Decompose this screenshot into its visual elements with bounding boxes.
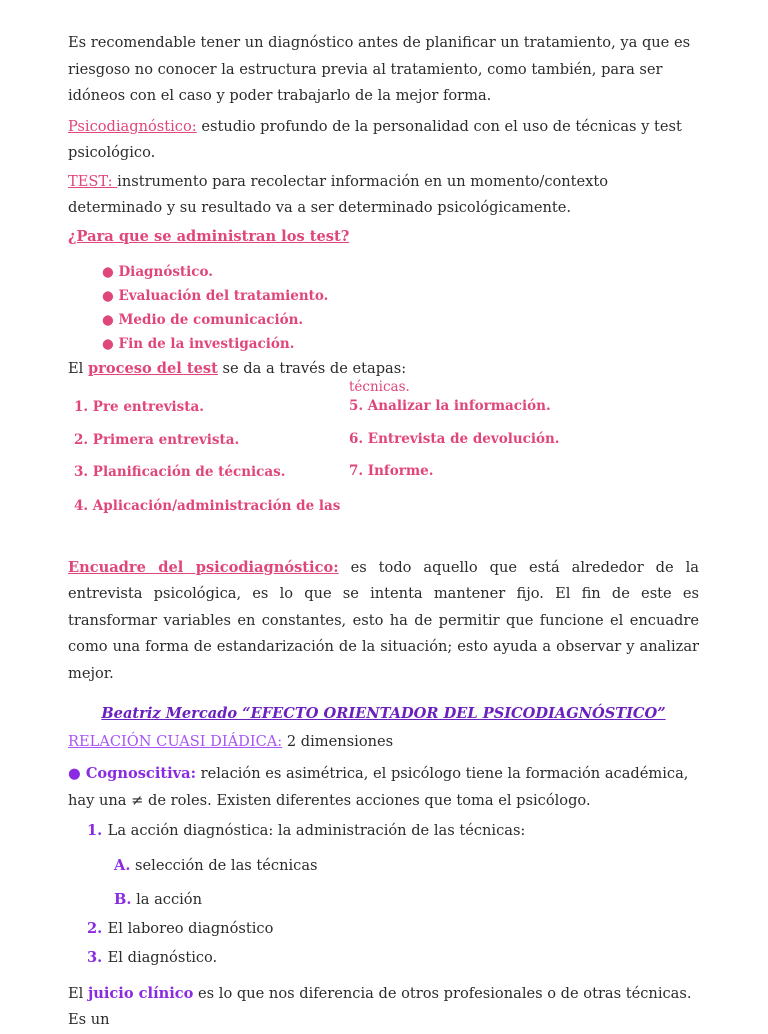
list-item-text: La acción diagnóstica: la administración de las técnicas: [107, 822, 526, 839]
process-steps [68, 378, 699, 553]
step-5: 5. Analizar la información. [349, 397, 551, 414]
list-item: ● Medio de comunicación. [102, 312, 304, 328]
list-item-text: El diagnóstico. [107, 949, 218, 966]
list-item-text: El laboreo diagnóstico [107, 919, 274, 937]
step-6: 6. Entrevista de devolución. [349, 430, 560, 447]
list-item [68, 853, 699, 880]
cognoscitiva-text: relación es asimétrica, el psicólogo tiene la formación académica, hay una ≠ de roles. Existen diferentes acciones que toma el psicólogo. [68, 765, 689, 809]
relacion-term: RELACIÓN CUASI DIÁDICA: [68, 732, 283, 750]
cognoscitiva-term: ● Cognoscitiva: [68, 765, 196, 782]
step-4: 4. Aplicación/administración de las [74, 497, 341, 514]
encuadre-text: es todo aquello que está alrededor de la entrevista psicológica, es lo que se intenta mantener fijo. El fin de este es transformar variables en constantes, esto ha de permitir que funcione el encuadre como una forma de estandarización de la situación; esto ayuda a observar y analizar mejor. [68, 558, 700, 682]
list-item-text: selección de las técnicas [135, 856, 318, 874]
step-2: 2. Primera entrevista. [74, 431, 240, 448]
test-text: instrumento para recolectar información en un momento/contexto determinado y su resultado va a ser determinado psicológicamente. [68, 172, 609, 216]
cognoscitiva-paragraph [68, 761, 699, 814]
list-item-number: 1. [87, 822, 103, 839]
psicodiagnostico-text: estudio profundo de la personalidad con el uso de técnicas y test psicológico. [68, 117, 682, 161]
process-pre: El [68, 360, 88, 377]
list-item-number: 3. [87, 949, 103, 966]
juicio-line [68, 981, 699, 1034]
actions-list [68, 818, 699, 972]
list-item [68, 818, 699, 845]
list-item [68, 887, 699, 914]
encuadre-term: Encuadre del psicodiagnóstico: [68, 558, 339, 576]
test-term: TEST: [68, 172, 118, 190]
step-1: 1. Pre entrevista. [74, 398, 204, 415]
list-item [68, 916, 699, 943]
list-item-letter: B. [114, 891, 132, 908]
list-item: ● Fin de la investigación. [102, 336, 295, 352]
list-item-letter: A. [114, 856, 131, 874]
process-term: proceso del test [87, 360, 218, 377]
list-item-number: 2. [87, 919, 103, 937]
process-post: se da a través de etapas: [217, 360, 407, 377]
list-item [68, 945, 699, 972]
list-item: ● Diagnóstico. [102, 264, 213, 280]
why-heading-text: ¿Para que se administran los test? [68, 227, 350, 245]
list-item: ● Evaluación del tratamiento. [102, 288, 329, 304]
juicio-term: juicio clínico [87, 984, 194, 1002]
section-title-text: Beatriz Mercado “EFECTO ORIENTADOR DEL PSICODIAGNÓSTICO” [101, 705, 666, 722]
intro-paragraph: Es recomendable tener un diagnóstico antes de planificar un tratamiento, ya que es riesgoso no conocer la estructura previa al tratamiento, como también, para ser idóneos con el caso y poder trabajarlo de la mejor forma. [68, 34, 691, 104]
juicio-post: es lo que nos diferencia de otros profesionales o de otras técnicas. Es un [68, 984, 692, 1028]
section-title [68, 701, 699, 728]
psicodiagnostico-term: Psicodiagnóstico: [68, 117, 197, 135]
step-3: 3. Planificación de técnicas. [74, 463, 286, 480]
step-7: 7. Informe. [349, 462, 434, 479]
step-overflow-text: técnicas. [349, 378, 410, 395]
why-heading [68, 224, 699, 251]
relacion-line [68, 729, 699, 756]
psicodiagnostico-definition [68, 114, 699, 167]
list-item-text: la acción [136, 891, 202, 908]
test-definition [68, 169, 699, 222]
page-content [68, 30, 699, 1034]
encuadre-paragraph [68, 555, 699, 688]
why-list [68, 260, 699, 356]
relacion-text: 2 dimensiones [282, 732, 394, 750]
juicio-pre: El [68, 984, 88, 1002]
